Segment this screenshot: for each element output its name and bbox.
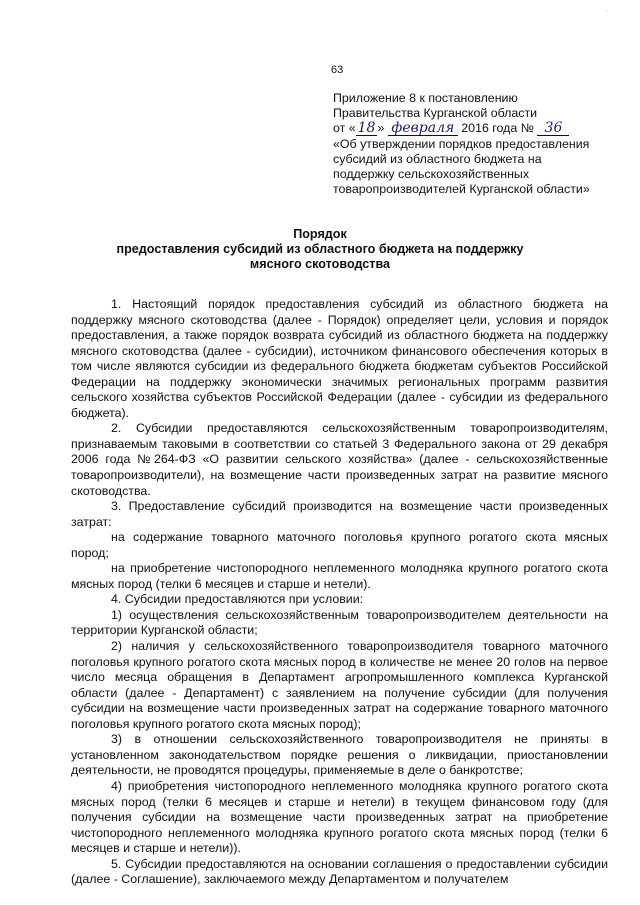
page-number: 63 xyxy=(331,64,344,76)
appendix-date-line xyxy=(333,121,623,136)
date-quote: » xyxy=(377,121,385,136)
appendix-header xyxy=(333,91,623,197)
appendix-line-5: субсидий из областного бюджета на xyxy=(333,151,542,166)
paragraph-3: 3. Предоставление субсидий производится на возмещение части произведенных затрат: xyxy=(71,499,608,529)
title-line-2: предоставления субсидий из областного бюджета на поддержку xyxy=(116,242,524,257)
corner-mark: . xyxy=(606,6,608,13)
title-line-1: Порядок xyxy=(293,227,347,241)
date-prefix: от « xyxy=(333,121,356,136)
document-title xyxy=(60,227,580,273)
appendix-line-2: Правительства Курганской области xyxy=(333,106,538,121)
paragraph-4-1: 1) осуществления сельскохозяйственным товаропроизводителем деятельности на территории Курганской области; xyxy=(71,607,608,638)
appendix-line-1: Приложение 8 к постановлению xyxy=(333,91,518,105)
paragraph-2: 2. Субсидии предоставляются сельскохозяйственным товаропроизводителям, признаваемым таковыми в соответствии со статьей 3 Федерального закона от 29 декабря 2006 года №264-ФЗ «О развитии сельского хозяйства» (далее - сельскохозяйственные товаропроизводители), на возмещение части произведенных затрат на развитие мясного скотоводства. xyxy=(71,421,608,498)
appendix-line-4: «Об утверждении порядков предоставления xyxy=(333,136,590,151)
handwritten-day: 18 xyxy=(357,120,376,137)
paragraph-4-4: 4) приобретения чистопородного неплеменного молодняка крупного рогатого скота мясных пород (телки 6 месяцев и старше и нетели) в текущем финансовом году (для получения субсидии на возмещение части произведенных затрат на приобретение чистопородного неплеменного молодняка крупного рогатого скота мясных пород (телки 6 месяцев и старше и нетели)). xyxy=(71,778,608,856)
paragraph-1: 1. Настоящий порядок предоставления субсидий из областного бюджета на поддержку мясного скотоводства (далее - Порядок) определяет цели, условия и порядок предоставления, а также порядок возврата субсидий из областного бюджета на поддержку мясного скотоводства (далее - субсидии), источником финансового обеспечения которых в том числе являются субсидии из федерального бюджета бюджетам субъектов Российской Федерации на поддержку экономически значимых региональных программ развития сельского хозяйства субъектов Российской Федерации (далее - субсидии из федерального бюджета). xyxy=(71,297,608,420)
title-line-3: мясного скотоводства xyxy=(249,257,391,272)
paragraph-4-2: 2) наличия у сельскохозяйственного товаропроизводителя товарного маточного поголовья крупного рогатого скота мясных пород в количестве не менее 20 голов на первое число месяца обращения в Департамент агропромышленного комплекса Курганской области (далее - Департамент) с заявлением на получение субсидии (для получения субсидии на возмещение части произведенных затрат на содержание товарного маточного поголовья крупного рогатого скота мясных пород); xyxy=(71,639,608,731)
document-body xyxy=(71,297,608,888)
paragraph-4-3: 3) в отношении сельскохозяйственного товаропроизводителя не приняты в установленном законодательством порядке решения о ликвидации, приостановлении деятельности, не проводятся процедуры, применяемые в деле о банкротстве; xyxy=(71,732,608,778)
paragraph-5: 5. Субсидии предоставляются на основании соглашения о предоставлении субсидии (далее - Соглашение), заключаемого между Департаментом и получателем xyxy=(71,856,608,887)
appendix-line-6: поддержку сельскохозяйственных xyxy=(333,167,530,182)
date-year-number: 2016 года № xyxy=(461,121,535,136)
handwritten-number: 36 xyxy=(537,122,569,136)
paragraph-3b: на приобретение чистопородного неплеменного молодняка крупного рогатого скота мясных пород (телки 6 месяцев и старше и нетели). xyxy=(71,561,608,591)
paragraph-4: 4. Субсидии предоставляются при условии: xyxy=(111,592,364,607)
handwritten-month: февраля xyxy=(388,122,458,136)
paragraph-3a: на содержание товарного маточного поголовья крупного рогатого скота мясных пород; xyxy=(71,530,608,560)
appendix-line-7: товаропроизводителей Курганской области» xyxy=(333,182,590,197)
